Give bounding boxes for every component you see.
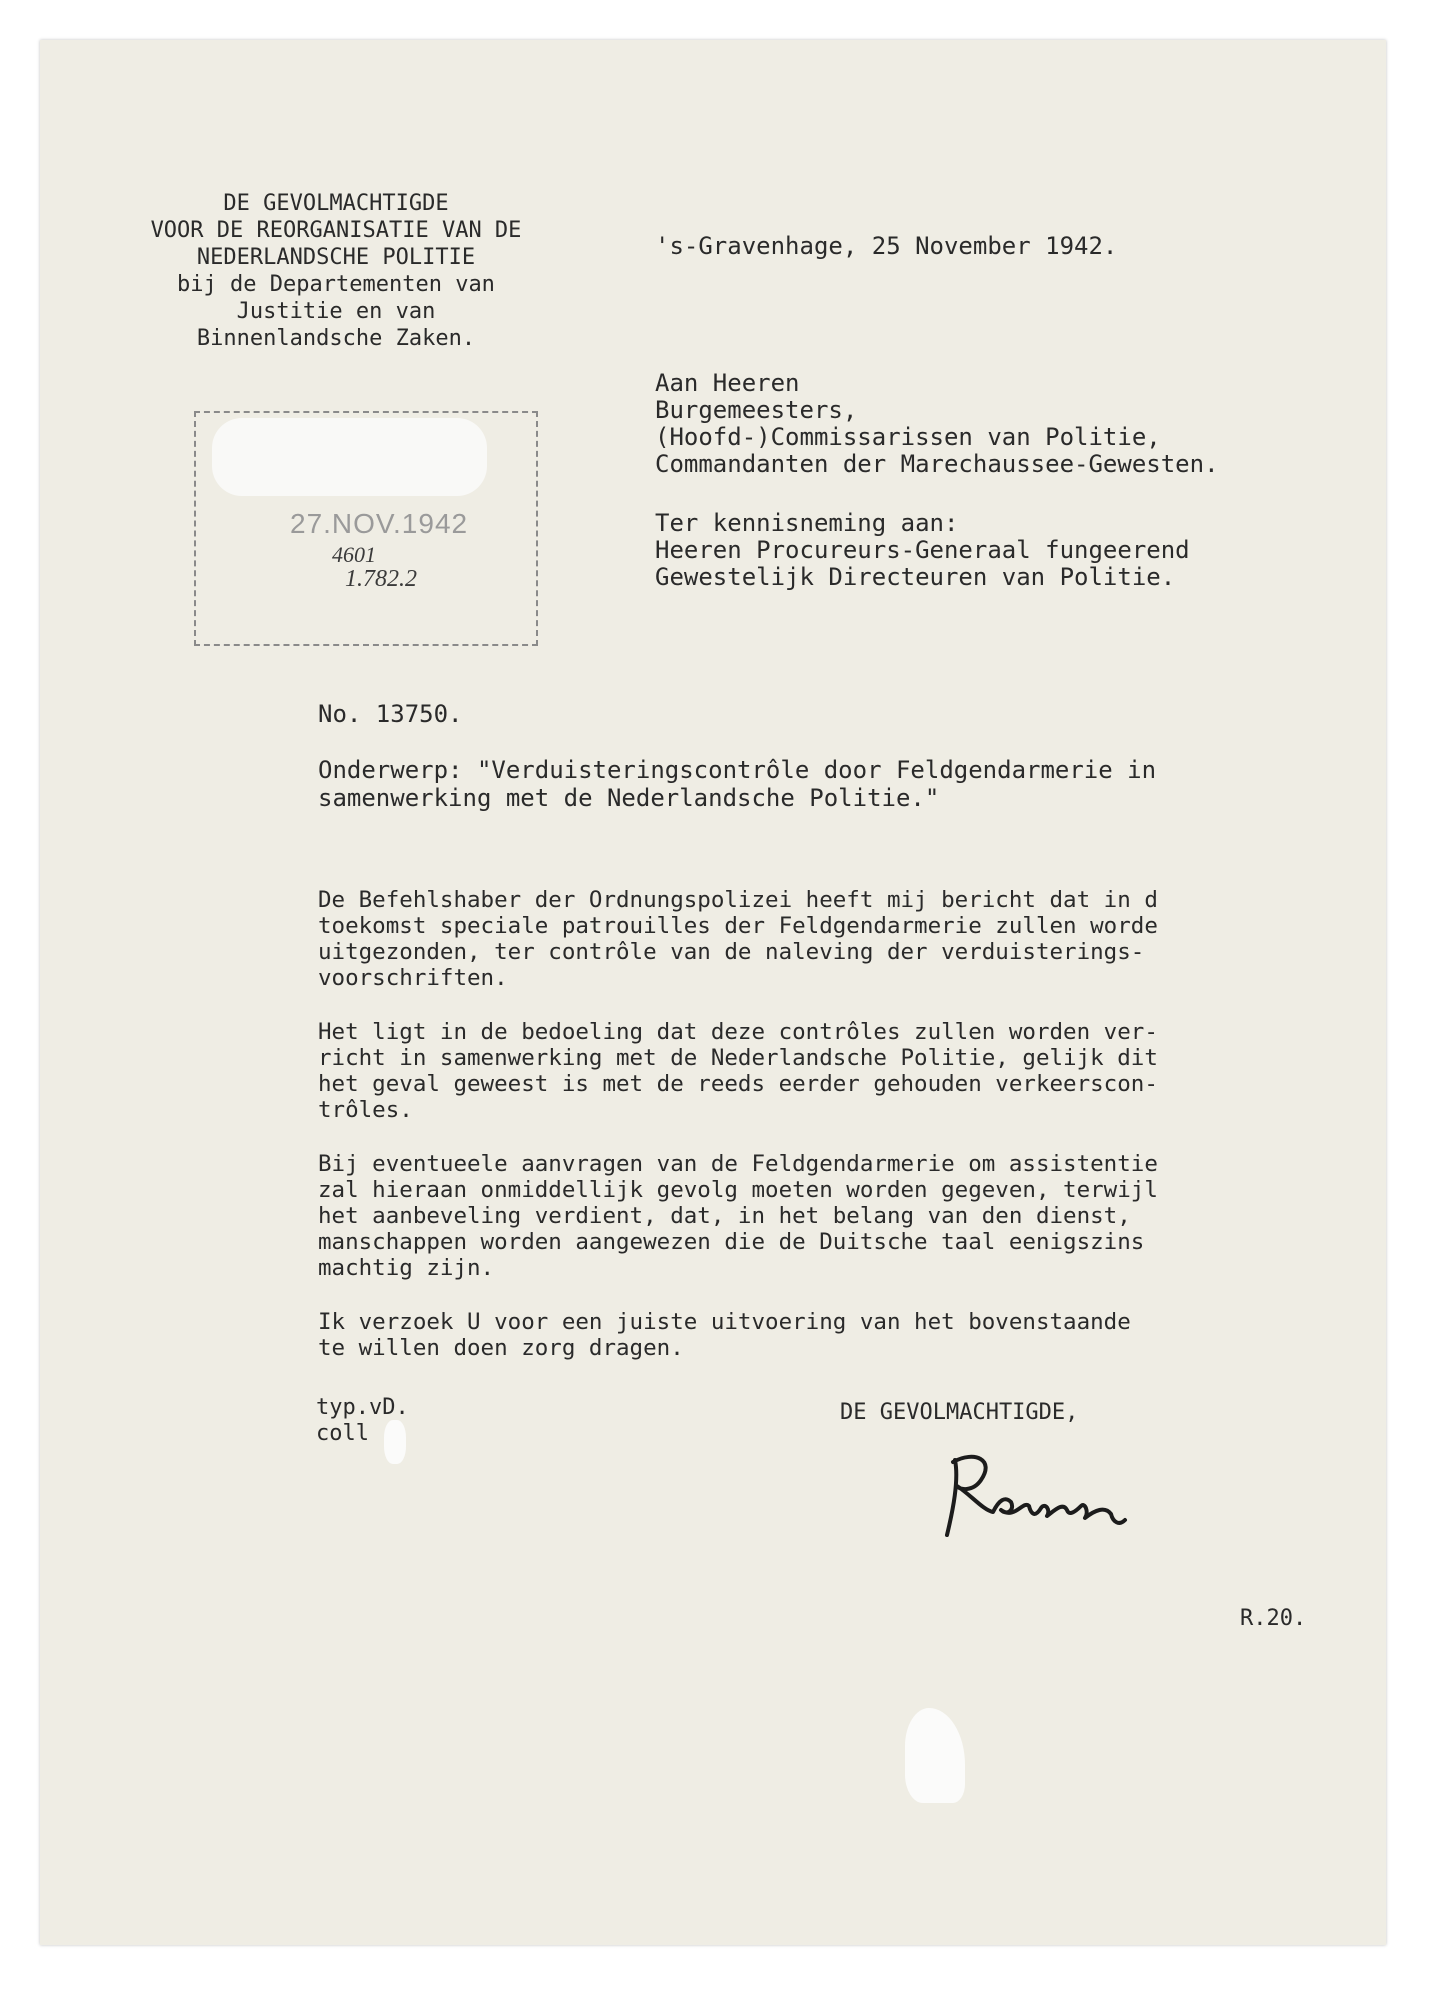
letter-date: 's-Gravenhage, 25 November 1942. [655, 232, 1118, 260]
letterhead-line: Justitie en van [236, 299, 436, 324]
body-line: toekomst speciale patrouilles der Feldgendarmerie zullen worde [318, 913, 1158, 939]
body-line: voorschriften. [318, 965, 508, 991]
cc-line: Gewestelijk Directeuren van Politie. [655, 563, 1176, 591]
letterhead-line: DE GEVOLMACHTIGDE [223, 191, 449, 216]
addressees [655, 370, 1219, 478]
reference-code: R.20. [1240, 1606, 1307, 1631]
paragraph [318, 887, 1158, 991]
subject [318, 756, 1156, 812]
body-line: trôles. [318, 1097, 413, 1123]
document-number: No. 13750. [318, 700, 463, 728]
cc-line: Ter kennisneming aan: [655, 509, 959, 537]
stamp-handwritten-reference: 1.782.2 [345, 566, 417, 592]
body-line: Ik verzoek U voor een juiste uitvoering van het bovenstaande [318, 1309, 1131, 1335]
correction-fluid-spot [384, 1420, 406, 1464]
letter-body [318, 887, 1158, 1389]
stamp-handwritten-number: 4601 [332, 542, 376, 567]
addressee-line: Aan Heeren [655, 369, 800, 397]
typist-line: typ.vD. [316, 1395, 409, 1420]
letterhead-line: VOOR DE REORGANISATIE VAN DE [150, 218, 522, 243]
body-line: Bij eventueele aanvragen van de Feldgendarmerie om assistentie [318, 1151, 1158, 1177]
body-line: richt in samenwerking met de Nederlandsche Politie, gelijk dit [318, 1045, 1158, 1071]
body-line: het aanbeveling verdient, dat, in het belang van den dienst, [318, 1203, 1131, 1229]
typist-line: coll [316, 1421, 369, 1446]
paragraph [318, 1309, 1158, 1361]
body-line: machtig zijn. [318, 1255, 495, 1281]
body-line: De Befehlshaber der Ordnungspolizei heeft mij bericht dat in d [318, 887, 1158, 913]
body-line: te willen doen zorg dragen. [318, 1335, 684, 1361]
addressee-line: Burgemeesters, [655, 396, 858, 424]
body-line: uitgezonden, ter contrôle van de naleving der verduisterings- [318, 939, 1145, 965]
letterhead [96, 190, 576, 352]
letterhead-line: Binnenlandsche Zaken. [196, 326, 476, 351]
closing: DE GEVOLMACHTIGDE, [840, 1400, 1079, 1425]
cc-line: Heeren Procureurs-Generaal fungeerend [655, 536, 1190, 564]
correction-fluid-patch [212, 418, 487, 496]
letterhead-line: bij de Departementen van [177, 272, 495, 297]
body-line: zal hieraan onmiddellijk gevolg moeten worden gegeven, terwijl [318, 1177, 1158, 1203]
subject-line: Onderwerp: "Verduisteringscontrôle door Feldgendarmerie in [318, 756, 1157, 784]
subject-line: samenwerking met de Nederlandsche Politie." [318, 784, 940, 812]
paragraph [318, 1151, 1158, 1281]
body-line: Het ligt in de bedoeling dat deze contrôles zullen worden ver- [318, 1019, 1158, 1045]
letterhead-line: NEDERLANDSCHE POLITIE [196, 245, 476, 270]
handwritten-signature [935, 1440, 1135, 1550]
addressee-line: (Hoofd-)Commissarissen van Politie, [655, 423, 1161, 451]
paragraph [318, 1019, 1158, 1123]
body-line: het geval geweest is met de reeds eerder gehouden verkeerscon- [318, 1071, 1158, 1097]
stamp-date: 27.NOV.1942 [290, 508, 469, 539]
body-line: manschappen worden aangewezen die de Duitsche taal eenigszins [318, 1229, 1145, 1255]
cc-list [655, 510, 1190, 591]
addressee-line: Commandanten der Marechaussee-Gewesten. [655, 450, 1219, 478]
